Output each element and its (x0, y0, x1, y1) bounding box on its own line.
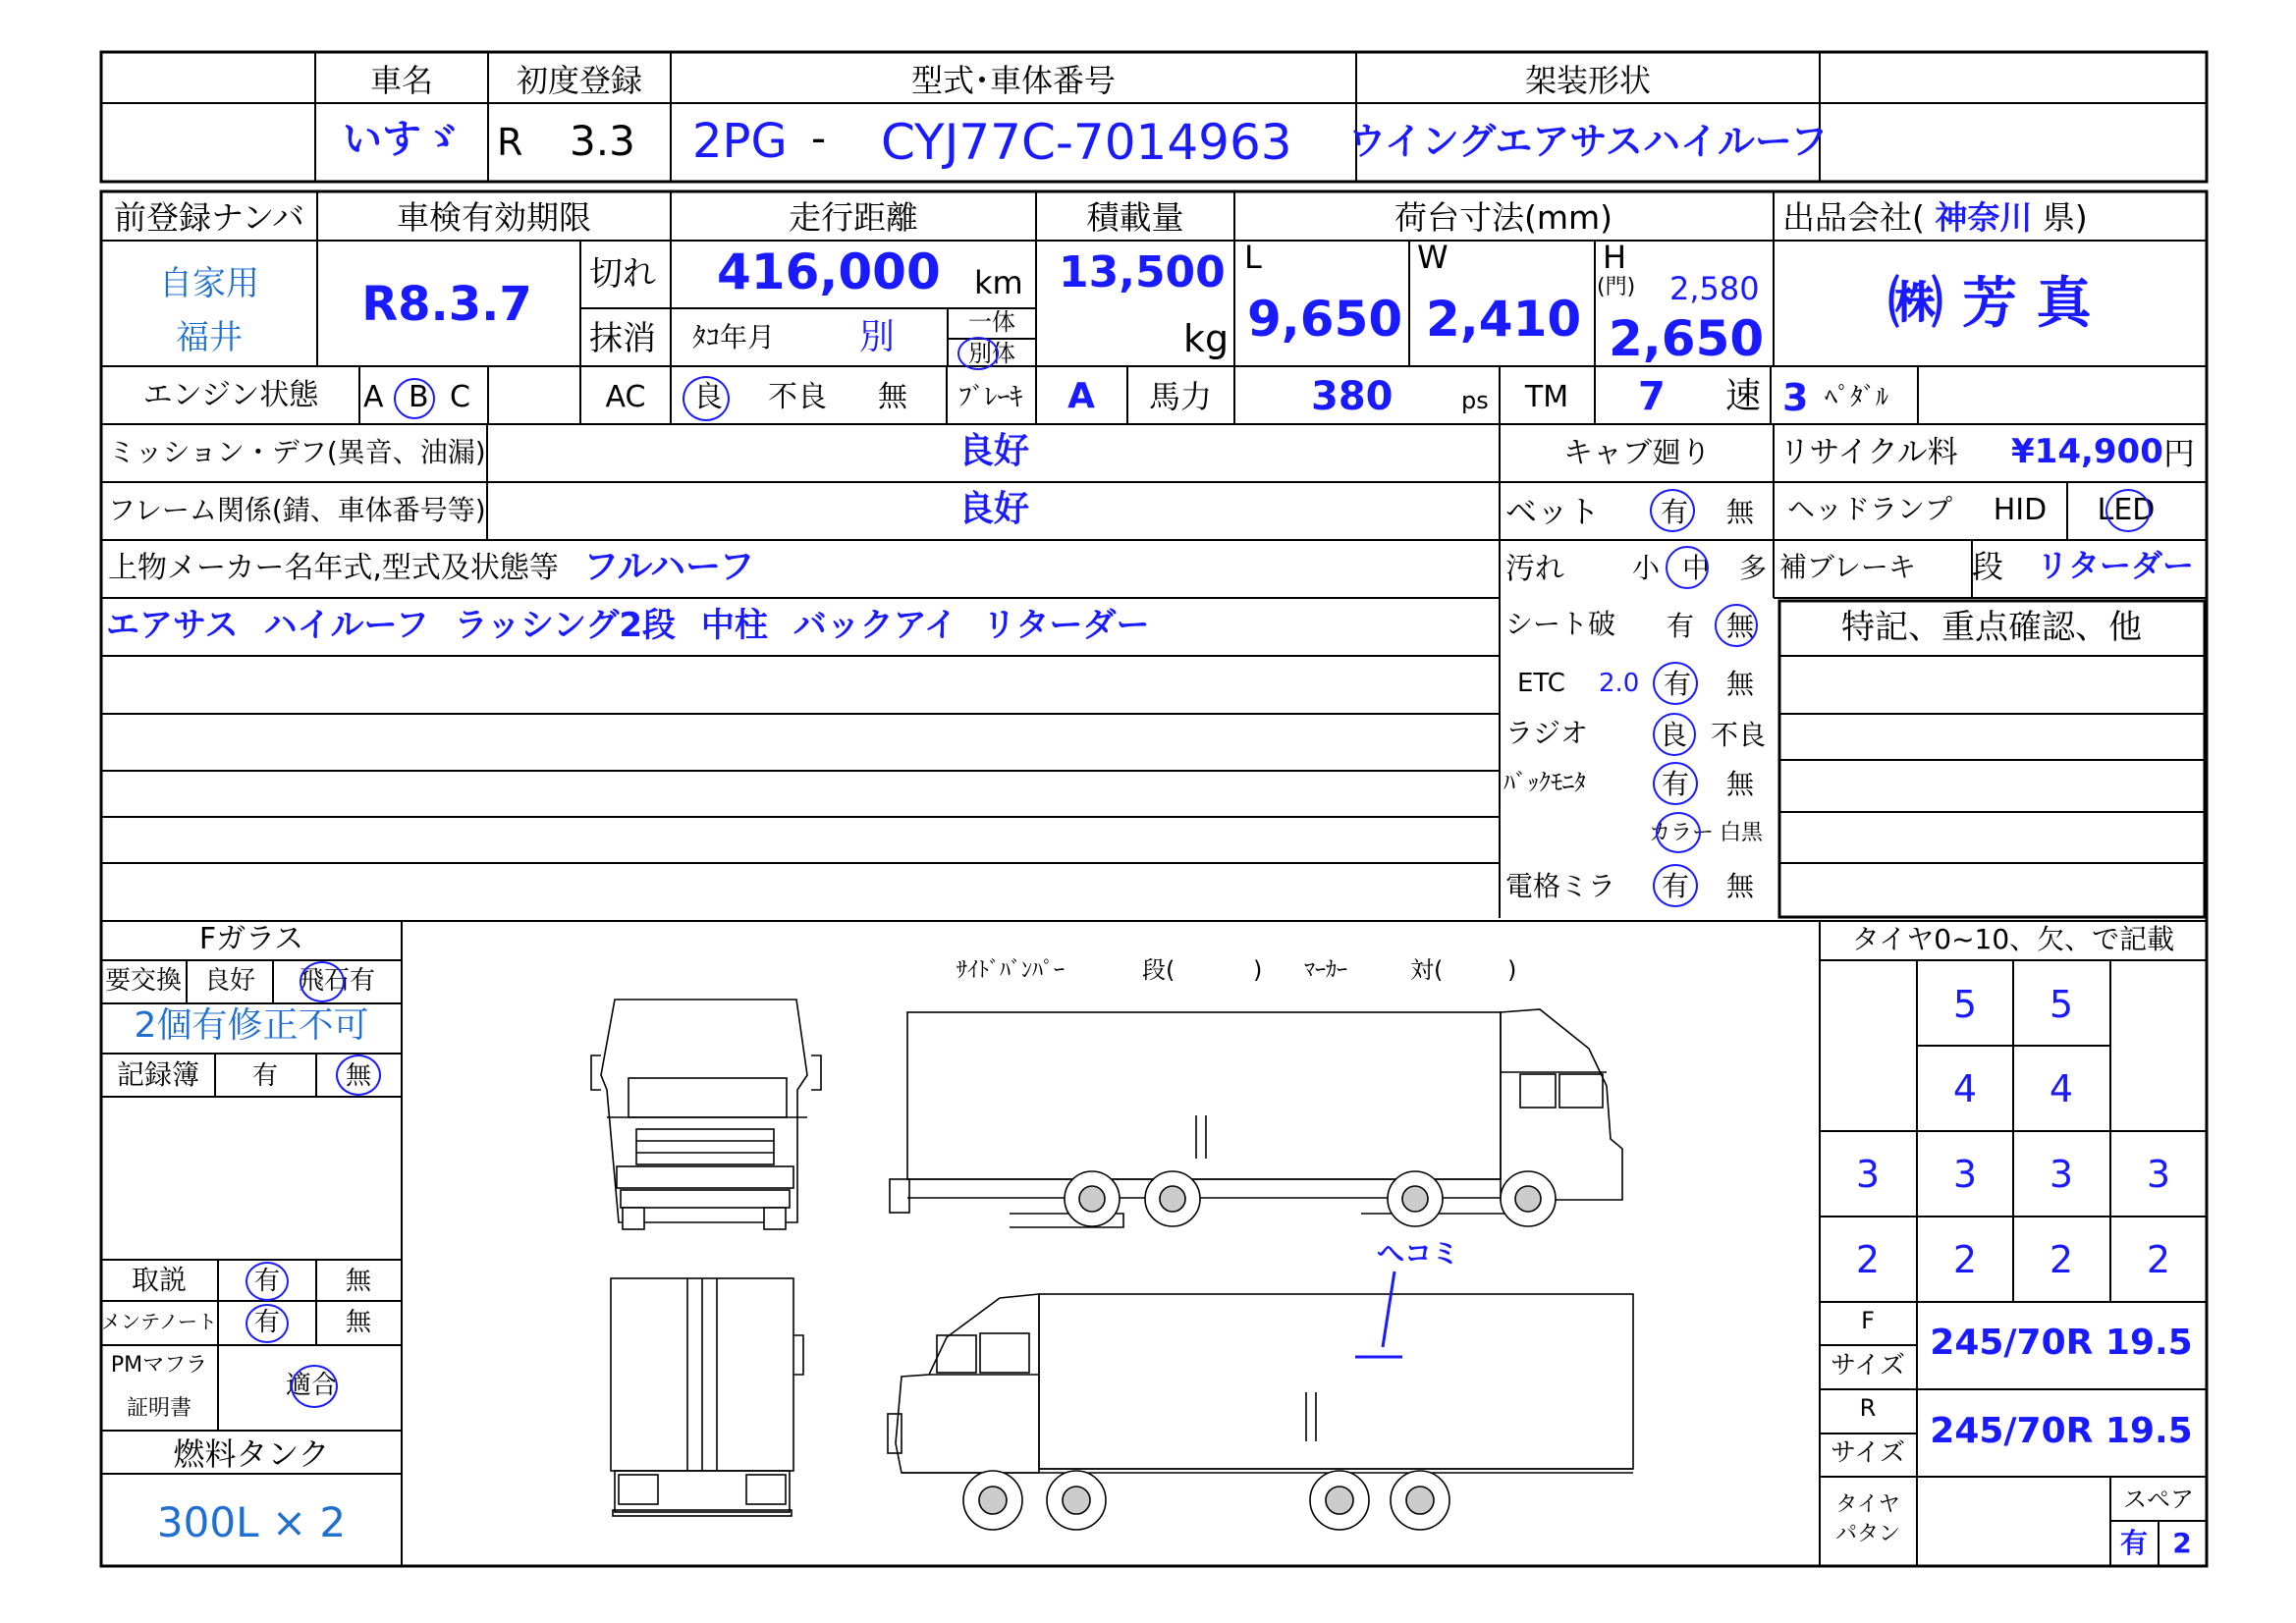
dirt-much: 多 (1739, 552, 1768, 584)
mileage-label: 走行距離 (789, 198, 918, 237)
manual-no: 無 (345, 1267, 372, 1296)
tire-r-label: R (1859, 1394, 1877, 1422)
brake-label: ﾌﾞﾚｰｷ (958, 383, 1023, 412)
tm-speed: 速 (1725, 376, 1762, 416)
truck-rear-view (611, 1278, 803, 1516)
truck-front-view (591, 1000, 821, 1229)
capacity-value: 13,500 (1059, 247, 1226, 298)
seat-no-circle (1715, 604, 1758, 647)
tire-rear-1-c: 3 (2049, 1153, 2074, 1196)
engine-grade-a: A (363, 380, 384, 414)
seller-label-prefix: 出品会社( (1782, 198, 1925, 237)
hp-value: 380 (1311, 374, 1394, 419)
gate-label: (門) (1597, 275, 1636, 299)
tire-rear-1-a: 3 (1855, 1153, 1881, 1196)
tire-f-size-label: サイズ (1831, 1351, 1905, 1380)
tire-f-label: F (1861, 1307, 1875, 1334)
radio-label: ラジオ (1505, 717, 1589, 749)
body-label: 上物メーカー名年式,型式及状態等 (108, 551, 559, 585)
dirt-mid-circle (1666, 546, 1709, 589)
marker-tsui: 対( (1410, 956, 1444, 984)
hp-unit: ps (1461, 387, 1489, 414)
maint-label: メンテノート (101, 1310, 217, 1333)
gate-value: 2,580 (1669, 270, 1760, 307)
bed-yes: 有 (1661, 496, 1689, 528)
radio-bad: 不良 (1711, 719, 1767, 751)
first-registration-header: 初度登録 (516, 62, 643, 99)
manual-yes: 有 (253, 1267, 281, 1296)
seat-no: 無 (1726, 610, 1755, 642)
side-bumper-label: ｻｲﾄﾞﾊﾞﾝﾊﾟｰ (957, 958, 1066, 983)
dent-marker (1355, 1271, 1402, 1357)
manual-yes-circle (246, 1262, 289, 1301)
dirt-mid: 中 (1682, 552, 1711, 584)
pedal-value: 3 (1782, 376, 1809, 419)
spare-label: スペア (2123, 1486, 2194, 1513)
etc-version: 2.0 (1599, 669, 1640, 698)
plate-region: 福井 (176, 318, 243, 357)
tire-rear-2-a: 2 (1855, 1238, 1881, 1281)
tm-label: TM (1524, 380, 1569, 414)
record-label: 記録簿 (116, 1058, 200, 1091)
side-bumper-dan-close: ) (1253, 956, 1263, 984)
pm-label: PMマフラ (110, 1353, 208, 1378)
etc-yes-circle (1653, 662, 1698, 705)
mirror-yes: 有 (1662, 870, 1690, 902)
length-value: 9,650 (1247, 291, 1403, 348)
tire-front-1-left: 5 (1952, 983, 1978, 1026)
plate-use: 自家用 (159, 264, 259, 303)
tacho-value: 別 (859, 317, 896, 357)
prev-plate-label: 前登録ナンバ (113, 198, 305, 237)
color-label: カラー (1649, 821, 1715, 845)
expired-label: 切れ (589, 254, 656, 294)
brake-value: A (1067, 376, 1095, 416)
aux-brake-label: 補ブレーキ (1779, 551, 1916, 583)
dent-label: へコミ (1377, 1237, 1460, 1270)
tire-pattern-label-2: パタン (1834, 1522, 1901, 1546)
tire-r-size: 245/70R 19.5 (1930, 1411, 2193, 1451)
chassis-number: CYJ77C-7014963 (881, 114, 1292, 171)
mission-label: ミッション・デフ(異音、油漏) (108, 436, 486, 468)
bed-no: 無 (1726, 496, 1755, 528)
record-yes: 有 (251, 1061, 279, 1091)
tire-title: タイヤ0~10、欠、で記載 (1851, 923, 2175, 955)
manual-label: 取説 (131, 1264, 188, 1296)
engine-grade-b: B (409, 380, 429, 414)
glass-need-replace: 要交換 (104, 966, 183, 996)
ac-selection-circle (683, 376, 730, 421)
etc-no: 無 (1726, 668, 1755, 700)
seat-label: シート破 (1505, 608, 1616, 640)
maint-no: 無 (345, 1308, 372, 1337)
tire-f-size: 245/70R 19.5 (1930, 1323, 2193, 1363)
height-label: H (1603, 239, 1627, 276)
pm-circle (291, 1365, 338, 1408)
marker-tsui-close: ) (1507, 956, 1517, 984)
back-monitor-yes: 有 (1662, 768, 1690, 800)
tire-rear-1-b: 3 (1952, 1153, 1978, 1196)
mission-value: 良好 (957, 431, 1030, 471)
tacho-separate-circle (957, 337, 999, 370)
headlamp-led: LED (2097, 493, 2156, 527)
recycle-value: ¥14,900 (2011, 432, 2163, 471)
seller-name: ㈱ 芳 真 (1887, 272, 2092, 336)
etc-yes: 有 (1664, 668, 1692, 700)
etc-label: ETC (1517, 669, 1565, 698)
pedal-label: ﾍﾟﾀﾞﾙ (1825, 383, 1889, 412)
cancelled-label: 抹消 (589, 319, 656, 358)
mirror-yes-circle (1653, 864, 1698, 907)
ac-none: 無 (878, 380, 907, 414)
mirror-label: 電格ミラ (1505, 870, 1616, 902)
maint-yes: 有 (253, 1308, 281, 1337)
fglass-title: Fガラス (198, 922, 304, 956)
color-circle (1656, 812, 1701, 853)
seller-label-suffix: 県) (2042, 198, 2088, 237)
glass-chip-circle (300, 961, 345, 1002)
frame-value: 良好 (957, 489, 1030, 529)
headlamp-hid: HID (1993, 493, 2048, 527)
side-bumper-dan: 段( (1142, 956, 1175, 984)
tire-pattern-label-1: タイヤ (1835, 1492, 1900, 1517)
vehicle-name-header: 車名 (369, 62, 434, 99)
cab-title: キャブ廻り (1563, 436, 1711, 470)
inspection-label: 車検有効期限 (397, 198, 591, 237)
tm-value: 7 (1638, 374, 1666, 419)
truck-side-view-bottom (888, 1294, 1633, 1530)
spare-count: 2 (2172, 1527, 2192, 1559)
glass-chip: 飛石有 (298, 966, 376, 996)
ac-bad: 不良 (768, 380, 827, 414)
aux-brake-dan: 段 (1972, 548, 2004, 585)
glass-good: 良好 (203, 966, 256, 996)
seat-yes: 有 (1667, 610, 1695, 642)
tire-front-2-left: 4 (1952, 1067, 1978, 1110)
spare-yes: 有 (2119, 1527, 2149, 1559)
tire-r-size-label: サイズ (1831, 1438, 1905, 1468)
inspection-date: R8.3.7 (361, 277, 532, 332)
separate-label: 別体 (968, 340, 1015, 367)
mirror-no: 無 (1726, 870, 1755, 902)
body-type-value: ウイングエアサスハイルーフ (1348, 120, 1828, 163)
bed-yes-circle (1650, 489, 1695, 532)
height-value: 2,650 (1609, 310, 1765, 367)
recycle-unit: 円 (2163, 435, 2196, 472)
dirt-label: 汚れ (1505, 552, 1564, 586)
record-no-circle (336, 1055, 381, 1096)
back-monitor-label: ﾊﾞｯｸﾓﾆﾀ (1503, 769, 1586, 796)
fuel-label: 燃料タンク (173, 1435, 330, 1473)
bed-size-label: 荷台寸法(mm) (1394, 198, 1613, 237)
fuel-value: 300L × 2 (156, 1498, 347, 1546)
vehicle-name-value: いすゞ (343, 117, 461, 162)
ac-good: 良 (693, 380, 723, 414)
engine-grade-selection-circle (394, 378, 435, 419)
first-reg-date: 3.3 (570, 117, 635, 165)
engine-label: エンジン状態 (142, 378, 319, 412)
led-circle (2105, 489, 2151, 532)
headlamp-label: ヘッドランプ (1787, 493, 1953, 525)
tire-front-2-right: 4 (2049, 1067, 2074, 1110)
tire-rear-2-b: 2 (1952, 1238, 1978, 1281)
seller-prefecture: 神奈川 (1935, 198, 2033, 237)
model-code: 2PG (692, 114, 788, 169)
radio-good-circle (1653, 713, 1696, 756)
pm-value: 適合 (285, 1371, 338, 1400)
dirt-small: 小 (1632, 552, 1661, 584)
mileage-unit: km (974, 264, 1023, 301)
seller-label (1782, 198, 2088, 237)
notes-title: 特記、重点確認、他 (1841, 608, 2142, 647)
tire-front-1-right: 5 (2049, 983, 2074, 1026)
back-monitor-yes-circle (1653, 762, 1698, 805)
ac-label: AC (605, 380, 646, 414)
model-dash: - (811, 114, 827, 162)
width-value: 2,410 (1426, 291, 1582, 348)
glass-note: 2個有修正不可 (134, 1005, 369, 1046)
recycle-label: リサイクル料 (1779, 435, 1958, 470)
body-type-header: 架装形状 (1524, 62, 1652, 99)
capacity-unit: kg (1183, 317, 1230, 360)
marker-label: ﾏｰｶｰ (1304, 958, 1348, 983)
engine-grade-c: C (450, 380, 470, 414)
tire-rear-2-d: 2 (2146, 1238, 2171, 1281)
tacho-label: ﾀｺ年月 (692, 321, 776, 353)
maint-yes-circle (246, 1304, 289, 1343)
back-monitor-no: 無 (1726, 768, 1755, 800)
width-label: W (1417, 239, 1449, 276)
bed-label: ベット (1505, 493, 1601, 530)
length-label: L (1244, 239, 1262, 276)
radio-good: 良 (1660, 719, 1688, 751)
hp-label: 馬力 (1148, 378, 1213, 415)
record-no: 無 (345, 1061, 372, 1091)
capacity-label: 積載量 (1086, 198, 1184, 237)
pm-cert-label: 証明書 (126, 1396, 192, 1421)
model-chassis-header: 型式･車体番号 (910, 62, 1117, 99)
tire-rear-1-d: 3 (2146, 1153, 2171, 1196)
first-reg-era: R (497, 121, 523, 164)
mileage-value: 416,000 (717, 243, 941, 300)
aux-brake-value: リターダー (2037, 547, 2195, 584)
truck-side-view-top (890, 1009, 1622, 1227)
frame-label: フレーム関係(錆、車体番号等) (108, 494, 486, 526)
bw-label: 白黒 (1720, 821, 1764, 845)
integrated-label: 一体 (968, 308, 1015, 336)
body-maker: フルハーフ (583, 547, 755, 587)
tire-rear-2-c: 2 (2049, 1238, 2074, 1281)
body-notes: エアサス ハイルーフ ラッシング2段 中柱 バックアイ リターダー (106, 606, 1150, 645)
